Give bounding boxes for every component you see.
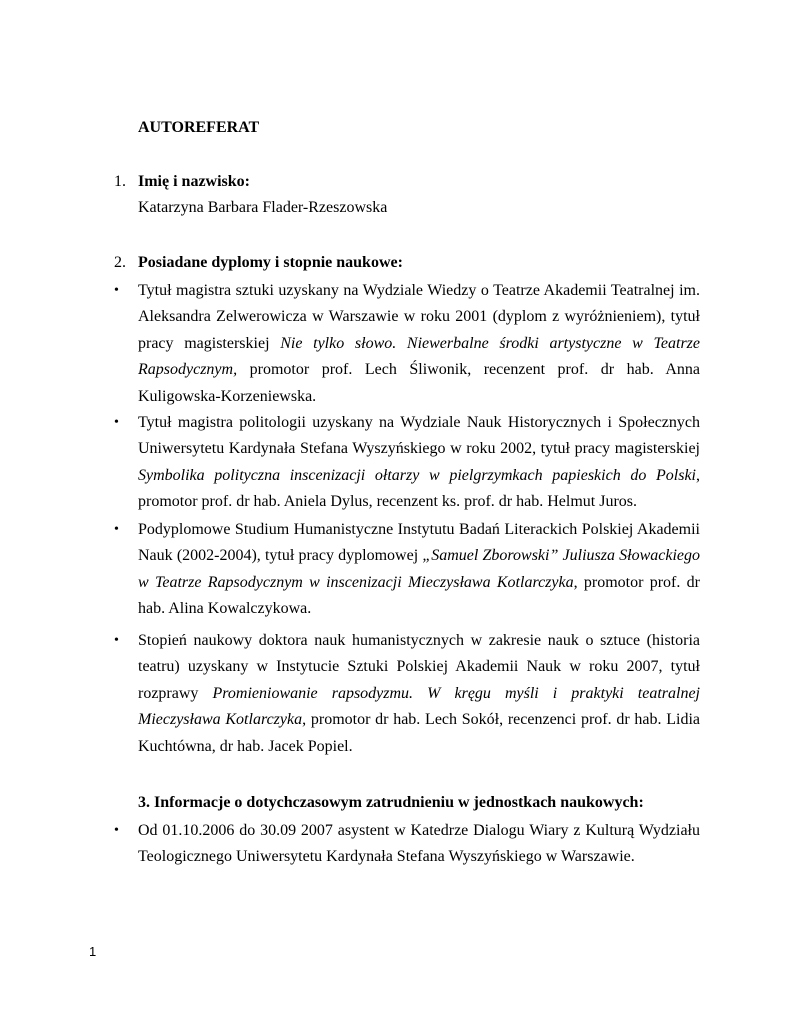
bullet-icon: •	[114, 633, 119, 648]
list-item: Podyplomowe Studium Humanistyczne Instytutu Badań Literackich Polskiej Akademii Nauk (2002-2004), tytuł pracy dyplomowej „Samuel Zborowski” Juliusza Słowackiego w Teatrze Rapsodycznym w inscenizacji Mieczysława Kotlarczyka, promotor prof. dr hab. Alina Kowalczykowa.	[138, 521, 701, 618]
bullet-icon: •	[114, 283, 119, 298]
bullet-icon: •	[114, 415, 119, 430]
bullet-icon: •	[114, 823, 119, 838]
page-number: 1	[89, 944, 97, 959]
section-2-number: 2.	[114, 254, 126, 271]
list-item: Stopień naukowy doktora nauk humanistycznych w zakresie nauk o sztuce (historia teatru) uzyskany w Instytucie Sztuki Polskiej Akademii Nauk w roku 2007, tytuł rozprawy Promieniowanie rapsodyzmu. W kręgu myśli i praktyki teatralnej Mieczysława Kotlarczyka, promotor dr hab. Lech Sokół, recenzenci prof. dr hab. Lidia Kuchtówna, dr hab. Jacek Popiel.	[138, 632, 701, 755]
section-1-heading: Imię i nazwisko:	[138, 173, 250, 190]
bullet-icon: •	[114, 522, 119, 537]
section-3-heading: 3. Informacje o dotychczasowym zatrudnieniu w jednostkach naukowych:	[138, 794, 644, 811]
document-title: AUTOREFERAT	[138, 119, 260, 136]
list-item: Od 01.10.2006 do 30.09 2007 asystent w Katedrze Dialogu Wiary z Kulturą Wydziału Teologicznego Uniwersytetu Kardynała Stefana Wyszyńskiego w Warszawie.	[138, 822, 700, 866]
list-item: Tytuł magistra politologii uzyskany na Wydziale Nauk Historycznych i Społecznych Uniwersytetu Kardynała Stefana Wyszyńskiego w roku 2002, tytuł pracy magisterskiej Symbolika polityczna inscenizacji ołtarzy w pielgrzymkach papieskich do Polski, promotor prof. dr hab. Aniela Dylus, recenzent ks. prof. dr hab. Helmut Juros.	[138, 414, 700, 511]
author-name: Katarzyna Barbara Flader-Rzeszowska	[138, 199, 388, 216]
list-item: Tytuł magistra sztuki uzyskany na Wydziale Wiedzy o Teatrze Akademii Teatralnej im. Aleksandra Zelwerowicza w Warszawie w roku 2001 (dyplom z wyróżnieniem), tytuł pracy magisterskiej Nie tylko słowo. Niewerbalne środki artystyczne w Teatrze Rapsodycznym, promotor prof. Lech Śliwonik, recenzent prof. dr hab. Anna Kuligowska-Korzeniewska.	[138, 282, 701, 405]
section-2-heading: Posiadane dyplomy i stopnie naukowe:	[138, 254, 403, 271]
section-1-number: 1.	[114, 173, 126, 190]
